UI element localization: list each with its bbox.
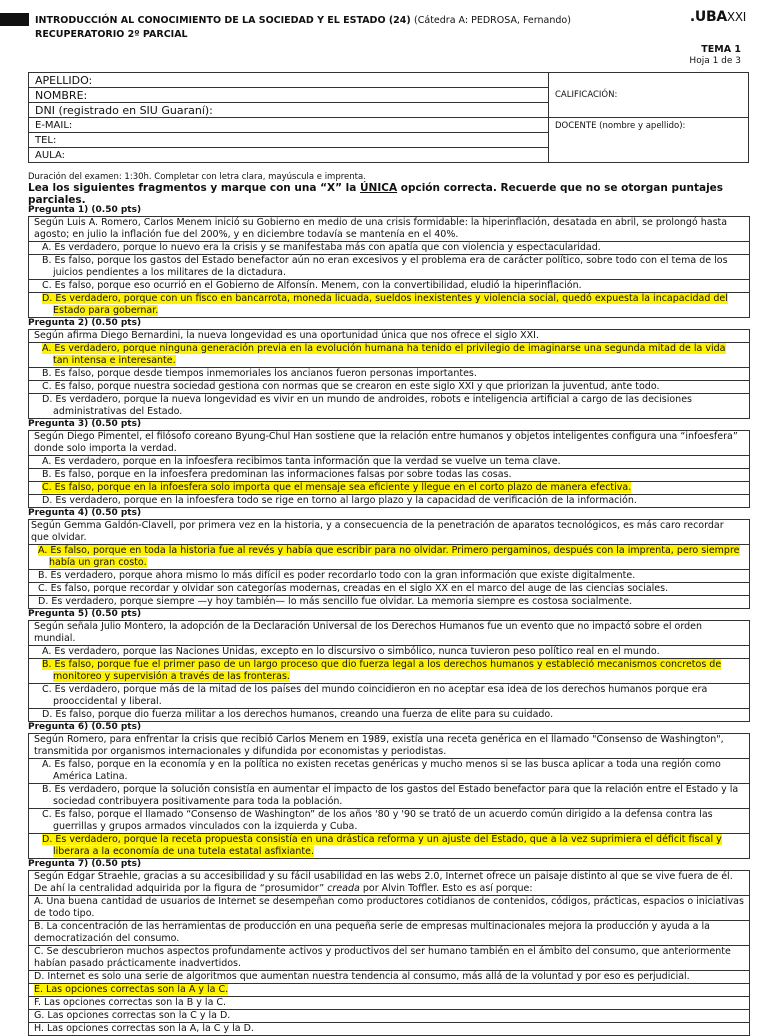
exam-subtitle: RECUPERATORIO 2º PARCIAL xyxy=(35,29,188,40)
page-counter: Hoja 1 de 3 xyxy=(689,56,741,66)
answer-option[interactable]: D. Es verdadero, porque en la infoesfera todo se rige en torno al largo plazo y la capacidad de verificación de la información. xyxy=(29,494,749,507)
answer-option-highlighted[interactable]: D. Es verdadero, porque con un fisco en bancarrota, moneda licuada, sueldos inexistentes y violencia social, quedó expuesta la incapacidad del Estado para gobernar. xyxy=(29,292,749,317)
answer-option[interactable]: A. Es falso, porque en la economía y en la política no existen recetas genéricas y mucho menos si se las busca aplicar a toda una región como América Latina. xyxy=(29,758,749,783)
question-title: Pregunta 1) (0.50 pts) xyxy=(28,205,142,215)
question-title: Pregunta 3) (0.50 pts) xyxy=(28,419,142,429)
answer-option-highlighted[interactable]: A. Es verdadero, porque ninguna generación previa en la evolución humana ha tenido el privilegio de imaginarse una segunda mitad de la vida tan intensa e interesante. xyxy=(29,342,749,367)
answer-option[interactable]: H. Las opciones correctas son la A, la C y la D. xyxy=(29,1022,749,1035)
answer-option[interactable]: B. Es falso, porque desde tiempos inmemoriales los ancianos fueron personas importantes. xyxy=(29,367,749,380)
answer-option-highlighted[interactable]: B. Es falso, porque fue el primer paso de un largo proceso que dio fuerza legal a los derechos humanos y estableció mecanismos concretos de monitoreo y supervisión a través de las fronteras. xyxy=(29,658,749,683)
answer-option[interactable]: D. Internet es solo una serie de algoritmos que aumentan nuestra tendencia al consumo, más allá de la voluntad y por eso es perjudicial. xyxy=(29,970,749,983)
tema-label: TEMA 1 xyxy=(701,44,741,55)
answer-option[interactable]: A. Una buena cantidad de usuarios de Internet se desempeñan como productores cotidianos de contenidos, códigos, prácticas, espacios o iniciativas de todo tipo. xyxy=(29,895,749,920)
question-stem: Según Gemma Galdón-Clavell, por primera vez en la historia, y a consecuencia de la penetración de aparatos tecnológicos, es más caro recordar que olvidar. xyxy=(31,520,724,543)
question-stem: Según Diego Pimentel, el filósofo coreano Byung-Chul Han sostiene que la relación entre humanos y objetos inteligentes configura una “infoesfera” donde solo importa la verdad. xyxy=(34,431,738,454)
answer-option-highlighted[interactable]: D. Es verdadero, porque la receta propuesta consistía en una drástica reforma y un ajuste del Estado, que a la vez suprimiera el déficit fiscal y liberara a la economía de una tutela estatal asfixiante. xyxy=(29,833,749,858)
question-title: Pregunta 5) (0.50 pts) xyxy=(28,609,142,619)
answer-option[interactable]: C. Es falso, porque recordar y olvidar son categorías modernas, creadas en el siglo XX en el marco del auge de las ciencias sociales. xyxy=(29,582,749,595)
answer-option[interactable]: D. Es verdadero, porque siempre —y hoy también— lo más sencillo fue olvidar. La memoria siempre es costosa socialmente. xyxy=(29,595,749,608)
answer-option-highlighted[interactable]: E. Las opciones correctas son la A y la C. xyxy=(29,983,749,996)
question-box xyxy=(28,733,750,859)
question-stem: Según Edgar Straehle, gracias a su accesibilidad y su fácil usabilidad en las webs 2.0, Internet ofrece un paisaje distinto al que se vive fuera de él. De ahí la centralidad adquirida por la figura de “prosumidor” creada por Alvin Toffler. Esto es así porque: xyxy=(34,871,733,894)
answer-option-highlighted[interactable]: C. Es falso, porque en la infoesfera solo importa que el mensaje sea eficiente y llegue en el corto plazo de manera efectiva. xyxy=(29,481,749,494)
answer-option[interactable]: B. Es verdadero, porque la solución consistía en aumentar el impacto de los gastos del Estado benefactor para que la relación entre el Estado y la sociedad contribuyera positivamente para toda la población. xyxy=(29,783,749,808)
question-title: Pregunta 6) (0.50 pts) xyxy=(28,722,142,732)
question-box xyxy=(28,519,750,609)
question-box xyxy=(28,216,750,318)
aula-field[interactable]: AULA: xyxy=(29,148,549,163)
header-black-bar xyxy=(0,13,29,26)
questions-section xyxy=(28,205,750,1036)
question-stem: Según Luis A. Romero, Carlos Menem inició su Gobierno en medio de una crisis formidable: la hiperinflación, desatada en abril, se prolongó hasta agosto; en julio la inflación fue del 200%, y en diciembre todavía se mantenía en el 40%. xyxy=(34,217,728,240)
student-info-table xyxy=(28,72,749,163)
question-stem: Según Romero, para enfrentar la crisis que recibió Carlos Menem en 1989, existía una receta genérica en el llamado "Consenso de Washington", transmitida por organismos internacionales y difundida por economistas y periodistas. xyxy=(34,734,724,757)
answer-option[interactable]: D. Es falso, porque dio fuerza militar a los derechos humanos, creando una fuerza de elite para su cuidado. xyxy=(29,708,749,721)
question-box xyxy=(28,620,750,722)
nombre-field[interactable]: NOMBRE: xyxy=(29,88,549,103)
answer-option[interactable]: C. Se descubrieron muchos aspectos profundamente activos y productivos del ser humano también en el ámbito del consumo, que anteriormente habían pasado prácticamente inadvertidos. xyxy=(29,945,749,970)
answer-option[interactable]: C. Es falso, porque nuestra sociedad gestiona con normas que se crearon en este siglo XXI y que priorizan la juventud, ante todo. xyxy=(29,380,749,393)
question-title: Pregunta 2) (0.50 pts) xyxy=(28,318,142,328)
question-box xyxy=(28,430,750,508)
answer-option[interactable]: B. Es falso, porque los gastos del Estado benefactor aún no eran excesivos y el problema era de carácter político, sobre todo con el tema de los juicios pendientes a los militares de la dictadura. xyxy=(29,254,749,279)
uba-xxi-logo: .UBAXXI xyxy=(689,9,746,25)
answer-option[interactable]: F. Las opciones correctas son la B y la C. xyxy=(29,996,749,1009)
docente-field[interactable]: DOCENTE (nombre y apellido): xyxy=(549,118,749,163)
question-stem: Según señala Julio Montero, la adopción de la Declaración Universal de los Derechos Humanos fue un evento que no impactó sobre el orden mundial. xyxy=(34,621,703,644)
answer-option[interactable]: D. Es verdadero, porque la nueva longevidad es vivir en un mundo de androides, robots e inteligencia artificial a cargo de las decisiones administrativas del Estado. xyxy=(29,393,749,418)
answer-option[interactable]: G. Las opciones correctas son la C y la D. xyxy=(29,1009,749,1022)
answer-option[interactable]: C. Es verdadero, porque más de la mitad de los países del mundo coincidieron en no aceptar esa idea de los derechos humanos porque era prooccidental y liberal. xyxy=(29,683,749,708)
answer-option[interactable]: B. Es falso, porque en la infoesfera predominan las informaciones falsas por sobre todas las cosas. xyxy=(29,468,749,481)
catedra: (Cátedra A: PEDROSA, Fernando) xyxy=(414,15,571,26)
question-box xyxy=(28,329,750,419)
calificacion-field[interactable]: CALIFICACIÓN: xyxy=(549,73,749,118)
answer-option[interactable]: B. La concentración de las herramientas de producción en una pequeña serie de empresas multinacionales mejora la producción y ayuda a la democratización del consumo. xyxy=(29,920,749,945)
question-title: Pregunta 4) (0.50 pts) xyxy=(28,508,142,518)
answer-option[interactable]: C. Es falso, porque el llamado “Consenso de Washington” de los años '80 y '90 se trató de un acuerdo común dirigido a la defensa contra las guerrillas y grupos armados vinculados con la izquierda y Cuba. xyxy=(29,808,749,833)
answer-option[interactable]: B. Es verdadero, porque ahora mismo lo más difícil es poder recordarlo todo con la gran información que existe digitalmente. xyxy=(29,569,749,582)
answer-option-highlighted[interactable]: A. Es falso, porque en toda la historia fue al revés y había que escribir para no olvidar. Primero pergaminos, después con la imprenta, pero siempre había un gran costo. xyxy=(29,544,749,569)
question-box xyxy=(28,870,750,1036)
dni-field[interactable]: DNI (registrado en SIU Guaraní): xyxy=(29,103,549,118)
answer-option[interactable]: A. Es verdadero, porque lo nuevo era la crisis y se manifestaba más con apatía que con violencia y espectacularidad. xyxy=(29,241,749,254)
apellido-field[interactable]: APELLIDO: xyxy=(29,73,549,88)
course-title: INTRODUCCIÓN AL CONOCIMIENTO DE LA SOCIEDAD Y EL ESTADO (24) (Cátedra A: PEDROSA, Fernando) xyxy=(35,15,571,26)
answer-option[interactable]: C. Es falso, porque eso ocurrió en el Gobierno de Alfonsín. Menem, con la convertibilidad, eludió la hiperinflación. xyxy=(29,279,749,292)
tel-field[interactable]: TEL: xyxy=(29,133,549,148)
question-stem: Según afirma Diego Bernardini, la nueva longevidad es una oportunidad única que nos ofrece el siglo XXI. xyxy=(34,330,539,341)
question-title: Pregunta 7) (0.50 pts) xyxy=(28,859,142,869)
exam-duration: Duración del examen: 1:30h. Completar con letra clara, mayúscula e imprenta. xyxy=(28,172,366,182)
exam-instructions: Lea los siguientes fragmentos y marque con una “X” la ÚNICA opción correcta. Recuerde que no se otorgan puntajes parciales. xyxy=(28,182,724,206)
answer-option[interactable]: A. Es verdadero, porque las Naciones Unidas, excepto en lo discursivo o simbólico, nunca tuvieron peso político real en el mundo. xyxy=(29,645,749,658)
answer-option[interactable]: A. Es verdadero, porque en la infoesfera recibimos tanta información que la verdad se vuelve un tema clave. xyxy=(29,455,749,468)
email-field[interactable]: E-MAIL: xyxy=(29,118,549,133)
